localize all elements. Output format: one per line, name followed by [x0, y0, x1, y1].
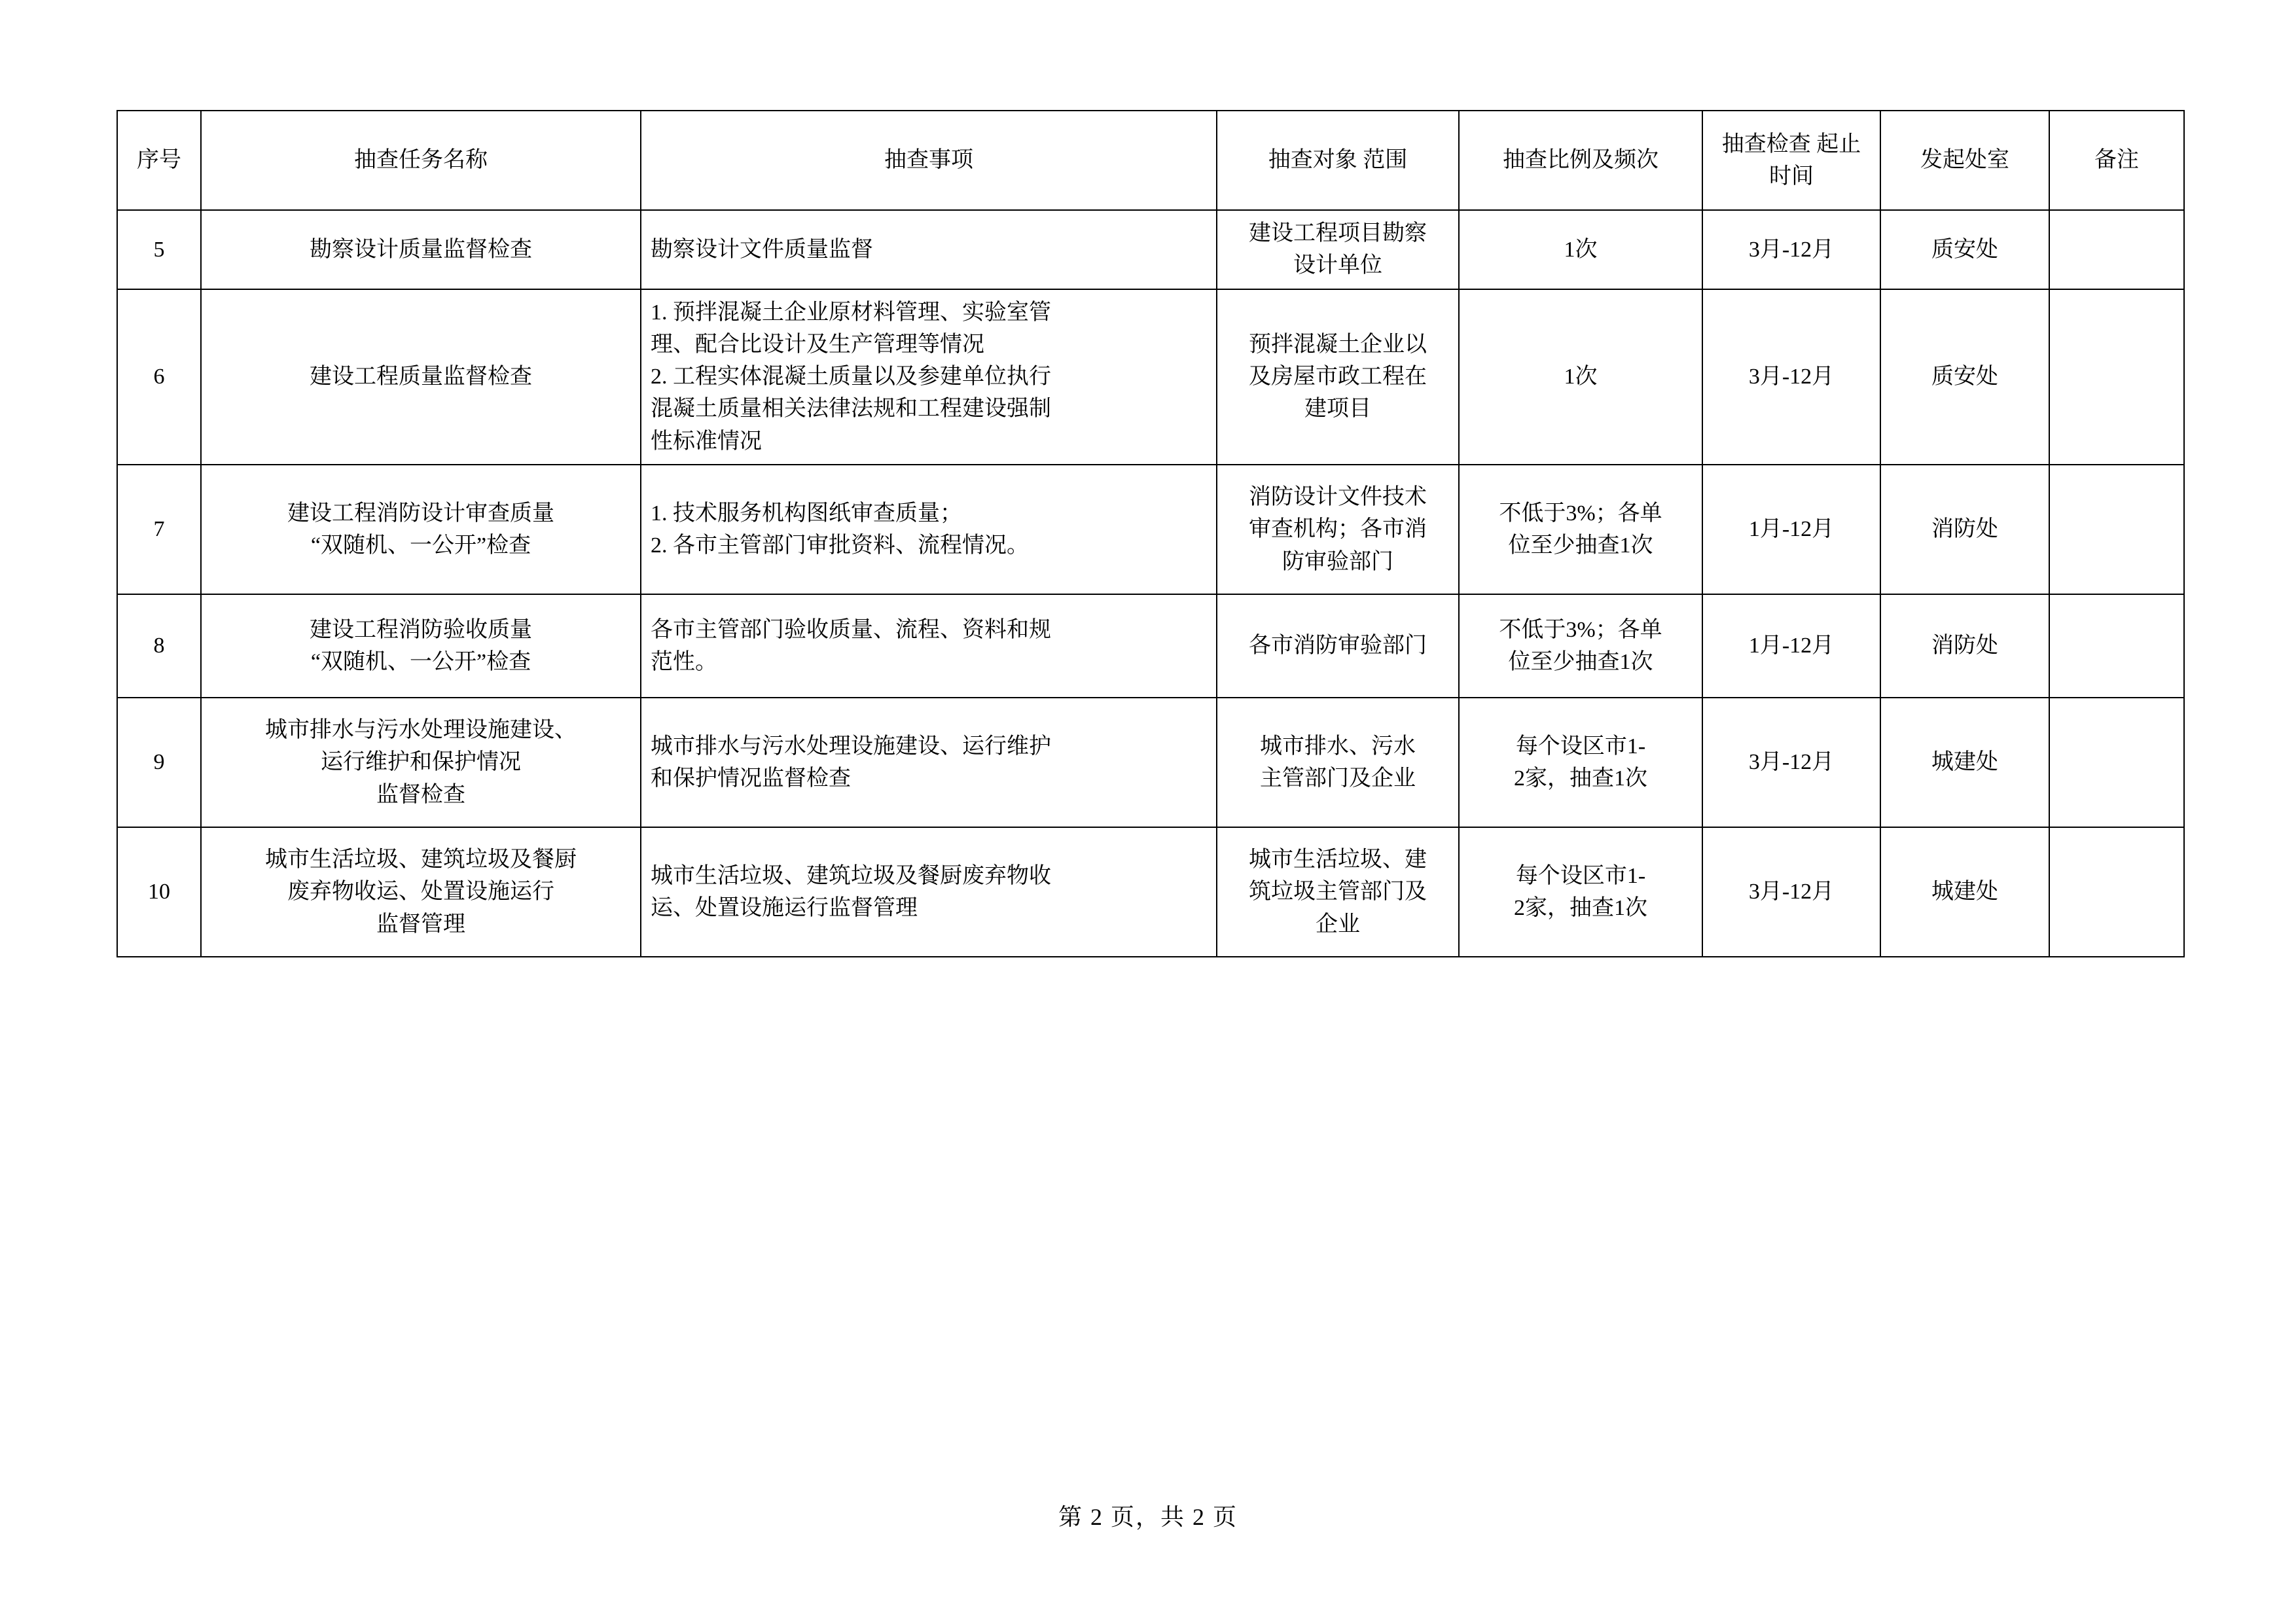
header-cell-remark: 备注 [2049, 111, 2184, 210]
cell-time [1702, 698, 1880, 827]
cell-text-line: 消防处 [1931, 633, 1998, 658]
cell-text-line: 勘察设计质量监督检查 [310, 237, 532, 262]
cell-text-line: 废弃物收运、处置设施运行 [287, 880, 554, 904]
table-row [117, 827, 2184, 957]
cell-matter [641, 827, 1217, 957]
cell-text-line: 混凝土质量相关法律法规和工程建设强制 [651, 397, 1051, 421]
cell-no: 7 [117, 465, 201, 594]
cell-text-line: 消防处 [1931, 517, 1998, 542]
header-cell-ratio: 抽查比例及频次 [1459, 111, 1702, 210]
cell-text-line: 2家，抽查1次 [1514, 766, 1647, 791]
cell-text-line: 不低于3%；各单 [1499, 617, 1662, 642]
table-row [117, 698, 2184, 827]
cell-task-name [201, 465, 641, 594]
cell-scope [1217, 210, 1459, 289]
cell-ratio [1459, 289, 1702, 465]
cell-no: 8 [117, 594, 201, 698]
cell-scope [1217, 594, 1459, 698]
cell-text-line: 性标准情况 [651, 429, 762, 454]
cell-text-line: 1月-12月 [1748, 633, 1835, 658]
cell-remark [2049, 594, 2184, 698]
cell-department [1880, 210, 2049, 289]
cell-text-line: 城市排水与污水处理设施建设、运行维护 [651, 734, 1051, 758]
cell-text-line: 每个设区市1- [1515, 863, 1646, 888]
table-header-row [117, 111, 2184, 210]
cell-matter [641, 210, 1217, 289]
cell-time [1702, 210, 1880, 289]
cell-text-line: 及房屋市政工程在 [1249, 365, 1427, 389]
cell-no: 6 [117, 289, 201, 465]
cell-text-line: 3月-12月 [1748, 365, 1835, 389]
header-cell-time [1702, 111, 1880, 210]
cell-text-line: 1次 [1564, 365, 1598, 389]
cell-text-line: 范性。 [651, 650, 717, 675]
cell-text-line: 不低于3%；各单 [1499, 501, 1662, 526]
cell-matter [641, 594, 1217, 698]
cell-time [1702, 594, 1880, 698]
header-cell-scope [1217, 111, 1459, 210]
cell-text-line: 1次 [1564, 237, 1598, 262]
cell-text-line: 质安处 [1931, 365, 1998, 389]
cell-task-name [201, 698, 641, 827]
cell-text-line: 质安处 [1931, 237, 1998, 262]
cell-text-line: 设计单位 [1293, 253, 1382, 278]
table-row [117, 465, 2184, 594]
cell-text-line: 监督检查 [376, 782, 465, 807]
cell-ratio [1459, 827, 1702, 957]
cell-ratio [1459, 210, 1702, 289]
cell-text-line: 城市生活垃圾、建 [1249, 847, 1427, 872]
cell-matter [641, 289, 1217, 465]
inspection-task-table [117, 110, 2185, 957]
cell-text-line: “双随机、一公开”检查 [310, 533, 531, 558]
cell-department [1880, 827, 2049, 957]
cell-text-line: 位至少抽查1次 [1508, 533, 1653, 558]
header-cell-task-name: 抽查任务名称 [201, 111, 641, 210]
header-time-line-2: 起止时间 [1769, 132, 1861, 188]
cell-remark [2049, 210, 2184, 289]
cell-matter [641, 465, 1217, 594]
cell-text-line: 运、处置设施运行监督管理 [651, 896, 918, 921]
table-header [117, 111, 2184, 210]
cell-text-line: 各市主管部门验收质量、流程、资料和规 [651, 617, 1051, 642]
cell-text-line: 筑垃圾主管部门及 [1249, 880, 1427, 904]
cell-task-name [201, 827, 641, 957]
cell-text-line: 城建处 [1931, 750, 1998, 775]
cell-text-line: 2家，抽查1次 [1514, 896, 1647, 921]
cell-task-name [201, 210, 641, 289]
page-footer: 第 2 页，共 2 页 [1058, 1504, 1238, 1530]
cell-text-line: 城市生活垃圾、建筑垃圾及餐厨 [265, 847, 577, 872]
cell-task-name [201, 594, 641, 698]
cell-department [1880, 698, 2049, 827]
cell-department [1880, 594, 2049, 698]
cell-text-line: 1月-12月 [1748, 517, 1835, 542]
cell-ratio [1459, 698, 1702, 827]
cell-remark [2049, 698, 2184, 827]
cell-department [1880, 289, 2049, 465]
cell-text-line: 审查机构；各市消 [1249, 517, 1427, 542]
header-time-line-1: 抽查检查 [1721, 132, 1811, 156]
cell-remark [2049, 465, 2184, 594]
cell-text-line: 主管部门及企业 [1260, 766, 1416, 791]
cell-ratio [1459, 594, 1702, 698]
header-scope-line-2: 范围 [1363, 148, 1408, 173]
cell-text-line: 每个设区市1- [1515, 734, 1646, 758]
cell-remark [2049, 289, 2184, 465]
cell-no: 5 [117, 210, 201, 289]
cell-text-line: 1. 预拌混凝土企业原材料管理、实验室管 [651, 300, 1051, 325]
cell-no: 9 [117, 698, 201, 827]
cell-text-line: 建设工程质量监督检查 [310, 365, 532, 389]
table-row [117, 594, 2184, 698]
cell-text-line: 2. 各市主管部门审批资料、流程情况。 [651, 533, 1029, 558]
cell-text-line: 监督管理 [376, 912, 465, 936]
cell-text-line: 城市生活垃圾、建筑垃圾及餐厨废弃物收 [651, 863, 1051, 888]
cell-text-line: 企业 [1316, 912, 1360, 936]
cell-text-line: 建设工程消防设计审查质量 [287, 501, 554, 526]
cell-text-line: 各市消防审验部门 [1249, 633, 1427, 658]
cell-text-line: 3月-12月 [1748, 880, 1835, 904]
cell-text-line: 消防设计文件技术 [1249, 485, 1427, 510]
cell-text-line: 建设工程消防验收质量 [310, 617, 532, 642]
cell-text-line: 1. 技术服务机构图纸审查质量； [651, 501, 962, 526]
cell-time [1702, 465, 1880, 594]
header-cell-matter: 抽查事项 [641, 111, 1217, 210]
table-body [117, 210, 2184, 957]
cell-text-line: 位至少抽查1次 [1508, 650, 1653, 675]
cell-no: 10 [117, 827, 201, 957]
cell-text-line: 预拌混凝土企业以 [1249, 332, 1427, 357]
cell-text-line: “双随机、一公开”检查 [310, 650, 531, 675]
cell-matter [641, 698, 1217, 827]
cell-text-line: 和保护情况监督检查 [651, 766, 851, 791]
cell-text-line: 运行维护和保护情况 [321, 750, 521, 775]
cell-scope [1217, 827, 1459, 957]
cell-remark [2049, 827, 2184, 957]
cell-text-line: 城建处 [1931, 880, 1998, 904]
cell-scope [1217, 289, 1459, 465]
cell-text-line: 2. 工程实体混凝土质量以及参建单位执行 [651, 365, 1051, 389]
cell-text-line: 建项目 [1304, 397, 1371, 421]
cell-text-line: 城市排水与污水处理设施建设、 [265, 718, 577, 743]
cell-text-line: 3月-12月 [1748, 750, 1835, 775]
cell-text-line: 3月-12月 [1748, 237, 1835, 262]
cell-text-line: 防审验部门 [1282, 549, 1393, 574]
table-row [117, 289, 2184, 465]
cell-ratio [1459, 465, 1702, 594]
cell-text-line: 建设工程项目勘察 [1249, 221, 1427, 245]
cell-time [1702, 827, 1880, 957]
table-row [117, 210, 2184, 289]
header-cell-no: 序号 [117, 111, 201, 210]
cell-text-line: 理、配合比设计及生产管理等情况 [651, 332, 984, 357]
cell-scope [1217, 698, 1459, 827]
cell-department [1880, 465, 2049, 594]
header-scope-line-1: 抽查对象 [1268, 148, 1357, 173]
cell-text-line: 城市排水、污水 [1260, 734, 1416, 758]
cell-scope [1217, 465, 1459, 594]
cell-task-name [201, 289, 641, 465]
cell-time [1702, 289, 1880, 465]
inspection-task-table-wrapper [117, 110, 2183, 957]
header-cell-department: 发起处室 [1880, 111, 2049, 210]
cell-text-line: 勘察设计文件质量监督 [651, 237, 873, 262]
